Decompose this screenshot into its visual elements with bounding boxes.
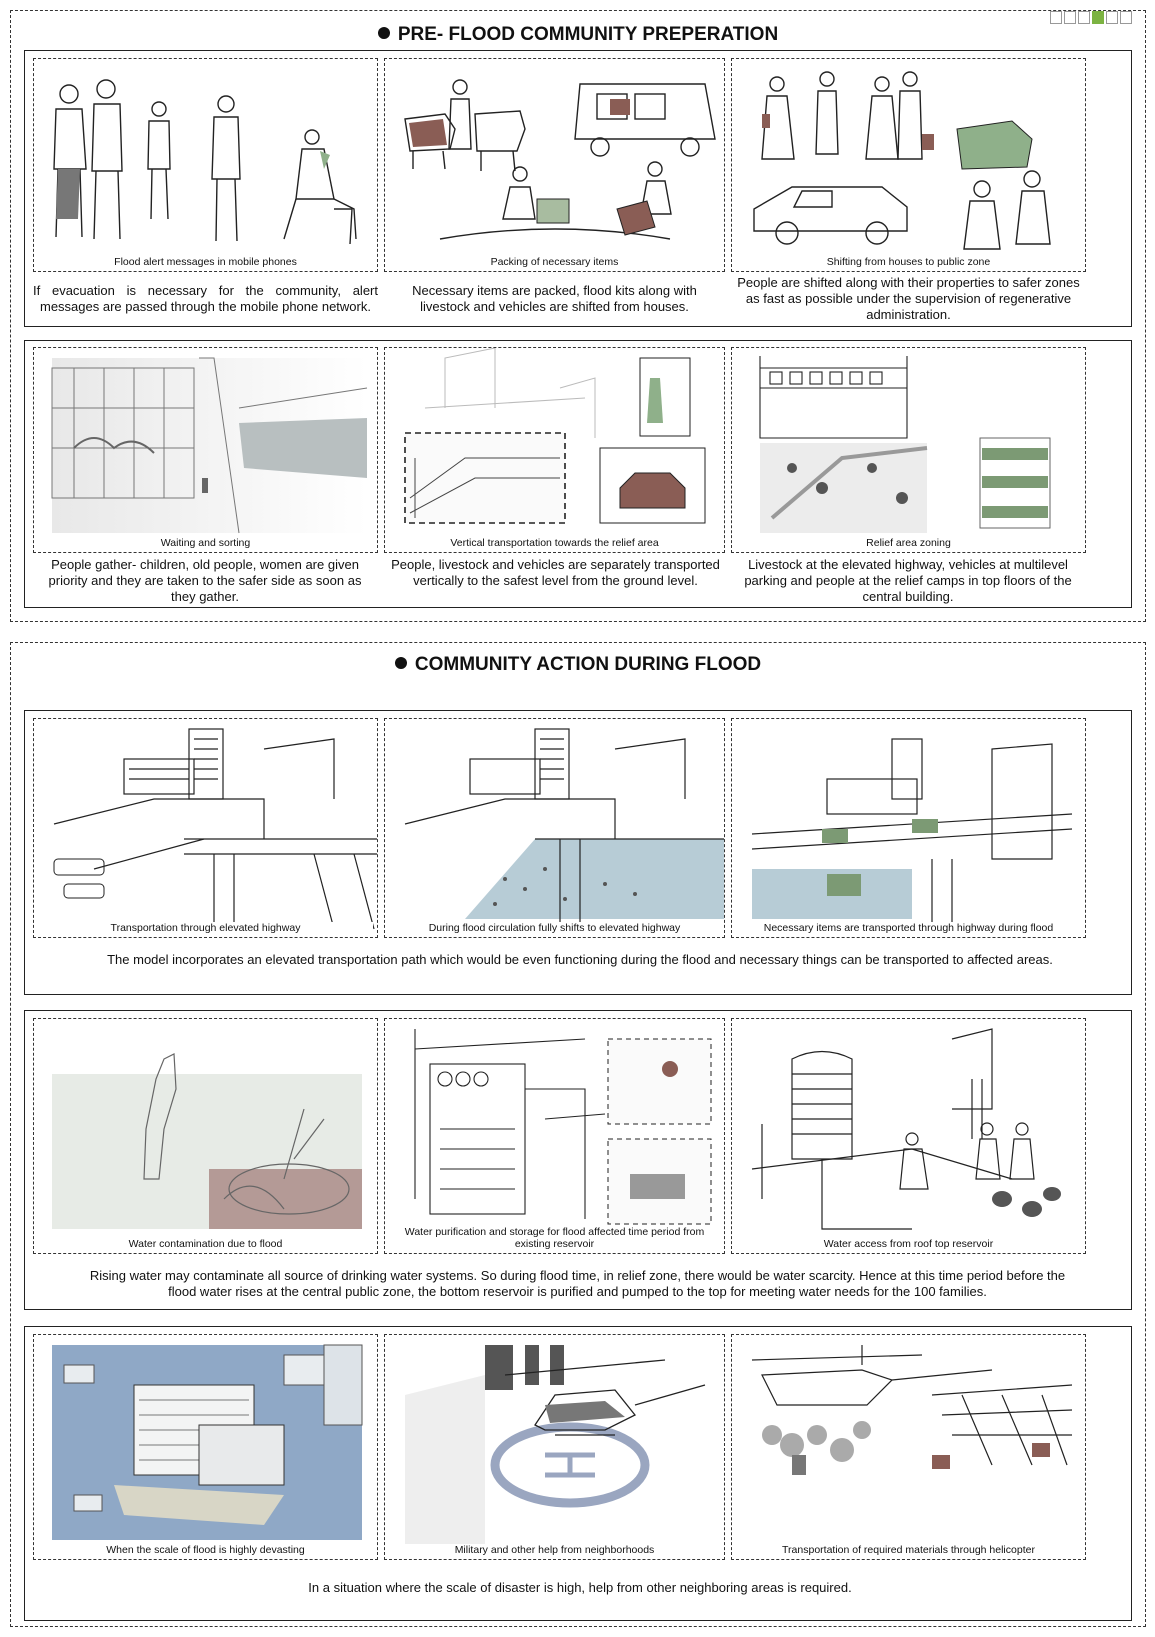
description: People are shifted along with their properties to safer zones as fast as possible under the supervision of regenerative administration.	[737, 275, 1080, 322]
panel-devastating-flood	[33, 1334, 378, 1560]
section-title: COMMUNITY ACTION DURING FLOOD	[11, 654, 1145, 676]
phone-users-illustration	[34, 59, 378, 272]
panel-caption: Relief area zoning	[736, 537, 1081, 549]
roof-reservoir-illustration	[732, 1019, 1086, 1254]
vertical-transport-illustration	[385, 348, 725, 553]
panel-waiting-sorting	[33, 347, 378, 553]
panel-caption: Necessary items are transported through highway during flood	[736, 922, 1081, 934]
devastating-flood-illustration	[34, 1335, 378, 1560]
shifting-illustration	[732, 59, 1086, 272]
panel-alert-messages	[33, 58, 378, 272]
panel-caption: Transportation through elevated highway	[38, 922, 373, 934]
panel-caption: Packing of necessary items	[389, 256, 720, 268]
section-title: PRE- FLOOD COMMUNITY PREPERATION	[11, 24, 1145, 46]
panel-shifting-houses	[731, 58, 1086, 272]
panel-caption: Vertical transportation towards the relief area	[389, 537, 720, 549]
items-transport-illustration	[732, 719, 1086, 938]
panel-vertical-transport	[384, 347, 725, 553]
panel-elevated-highway	[33, 718, 378, 938]
panel-water-purification	[384, 1018, 725, 1254]
description: Livestock at the elevated highway, vehicles at multilevel parking and people at the relief camps in top floors of the central building.	[744, 557, 1072, 604]
panel-packing-items	[384, 58, 725, 272]
flood-circulation-illustration	[385, 719, 725, 938]
panel-roof-reservoir	[731, 1018, 1086, 1254]
panel-military-help	[384, 1334, 725, 1560]
packing-illustration	[385, 59, 725, 272]
panel-caption: When the scale of flood is highly devasting	[38, 1544, 373, 1556]
panel-items-transport	[731, 718, 1086, 938]
helicopter-transport-illustration	[732, 1335, 1086, 1560]
description: People, livestock and vehicles are separately transported vertically to the safest level from the ground level.	[391, 557, 720, 588]
panel-relief-zoning	[731, 347, 1086, 553]
bullet-icon	[395, 657, 407, 669]
panel-caption: Flood alert messages in mobile phones	[38, 256, 373, 268]
panel-caption: Water access from roof top reservoir	[736, 1238, 1081, 1250]
description: The model incorporates an elevated transportation path which would be even functioning during the flood and necessary things can be transported to affected areas.	[107, 952, 1053, 967]
panel-water-contamination	[33, 1018, 378, 1254]
panel-caption: Military and other help from neighborhoods	[389, 1544, 720, 1556]
description: In a situation where the scale of disaster is high, help from other neighboring areas is required.	[308, 1580, 852, 1595]
panel-flood-circulation	[384, 718, 725, 938]
description: Necessary items are packed, flood kits along with livestock and vehicles are shifted from houses.	[412, 283, 697, 314]
panel-caption: Water purification and storage for flood affected time period from existing reservoir	[389, 1226, 720, 1250]
panel-helicopter-transport	[731, 1334, 1086, 1560]
water-purification-illustration	[385, 1019, 725, 1254]
panel-caption: Shifting from houses to public zone	[736, 256, 1081, 268]
panel-caption: Waiting and sorting	[38, 537, 373, 549]
description: People gather- children, old people, women are given priority and they are taken to the safer side as soon as they gather.	[48, 557, 362, 604]
panel-caption: Transportation of required materials through helicopter	[736, 1544, 1081, 1556]
bullet-icon	[378, 27, 390, 39]
description: If evacuation is necessary for the community, alert messages are passed through the mobile phone network.	[33, 283, 378, 314]
elevated-highway-illustration	[34, 719, 378, 938]
water-contamination-illustration	[34, 1019, 378, 1254]
waiting-illustration	[34, 348, 378, 553]
relief-zoning-illustration	[732, 348, 1086, 553]
panel-caption: Water contamination due to flood	[38, 1238, 373, 1250]
helipad-illustration	[385, 1335, 725, 1560]
panel-caption: During flood circulation fully shifts to elevated highway	[389, 922, 720, 934]
description: Rising water may contaminate all source of drinking water systems. So during flood time, in relief zone, there would be water scarcity. Hence at this time period before the flood water rises at the central public zone, the bottom reservoir is purified and pumped to the top for meeting water needs for the 100 families.	[89, 1268, 1066, 1299]
